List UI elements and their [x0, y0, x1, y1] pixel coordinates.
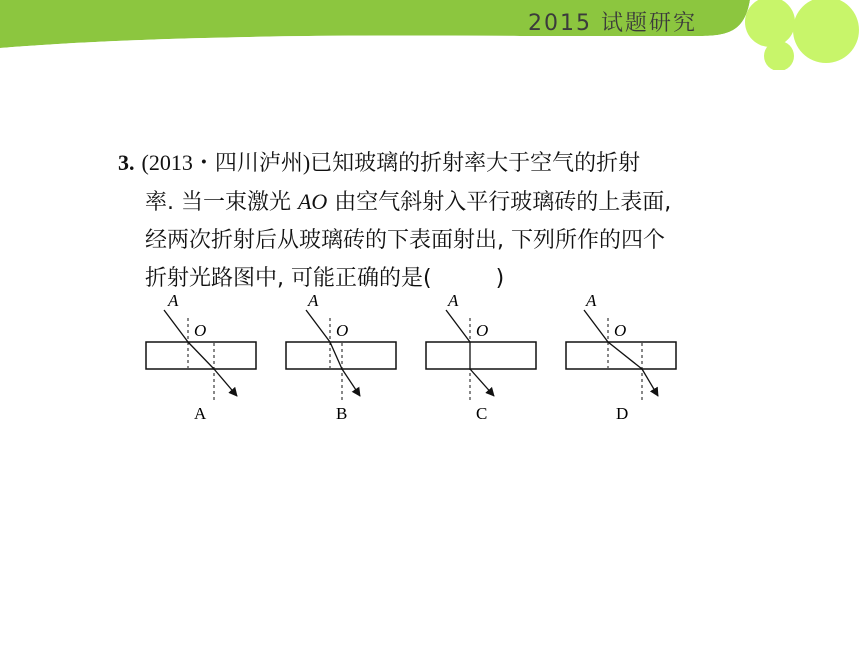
answer-close-paren: ): [495, 266, 505, 291]
header-band: [0, 0, 860, 70]
glass-brick: [286, 342, 396, 369]
header-title: 2015 试题研究: [528, 11, 697, 36]
incident-ray: [164, 310, 188, 342]
emergent-ray: [642, 369, 658, 396]
emergent-ray: [214, 369, 237, 396]
figure-label-a: A: [194, 404, 207, 423]
figure-label-c: C: [476, 404, 488, 423]
point-label-o: O: [476, 321, 489, 340]
incident-ray: [306, 310, 330, 342]
header-circle-medium: [745, 0, 795, 47]
question-line4-text: 折射光路图中, 可能正确的是(: [145, 266, 432, 291]
glass-brick: [566, 342, 676, 369]
question-text: [118, 144, 738, 298]
question-line-1: [118, 144, 738, 183]
header-circle-small: [764, 41, 794, 70]
ray-label-a: A: [586, 291, 597, 310]
question-source: (2013・四川泸州): [141, 150, 311, 175]
figure-d: [566, 291, 676, 423]
header-circle-large: [793, 0, 859, 63]
figure-label-b: B: [336, 404, 348, 423]
incident-ray: [446, 310, 470, 342]
ray-label-a: A: [168, 291, 179, 310]
ray-variable-AO: AO: [297, 189, 328, 214]
ray-label-a: A: [448, 291, 459, 310]
figure-b: [286, 291, 396, 423]
refracted-ray: [188, 342, 214, 369]
refracted-ray: [330, 342, 342, 369]
emergent-ray: [470, 369, 494, 396]
figure-c: [426, 291, 536, 423]
question-line2-post: 由空气斜射入平行玻璃砖的上表面,: [327, 190, 672, 215]
question-line-3: 经两次折射后从玻璃砖的下表面射出, 下列所作的四个: [145, 228, 665, 253]
point-label-o: O: [194, 321, 207, 340]
question-line1-text: 已知玻璃的折射率大于空气的折射: [310, 151, 641, 176]
incident-ray: [584, 310, 608, 342]
emergent-ray: [342, 369, 360, 396]
glass-brick: [426, 342, 536, 369]
question-line-2: [118, 183, 738, 222]
figure-a: [146, 291, 256, 423]
question-number: 3: [118, 150, 129, 175]
ray-label-a: A: [308, 291, 319, 310]
point-label-o: O: [614, 321, 627, 340]
refraction-diagrams: [140, 288, 700, 428]
question-line2-pre: 率. 当一束激光: [145, 190, 298, 215]
point-label-o: O: [336, 321, 349, 340]
question-number-dot: .: [129, 150, 135, 175]
figure-label-d: D: [616, 404, 629, 423]
refracted-ray: [608, 342, 642, 369]
